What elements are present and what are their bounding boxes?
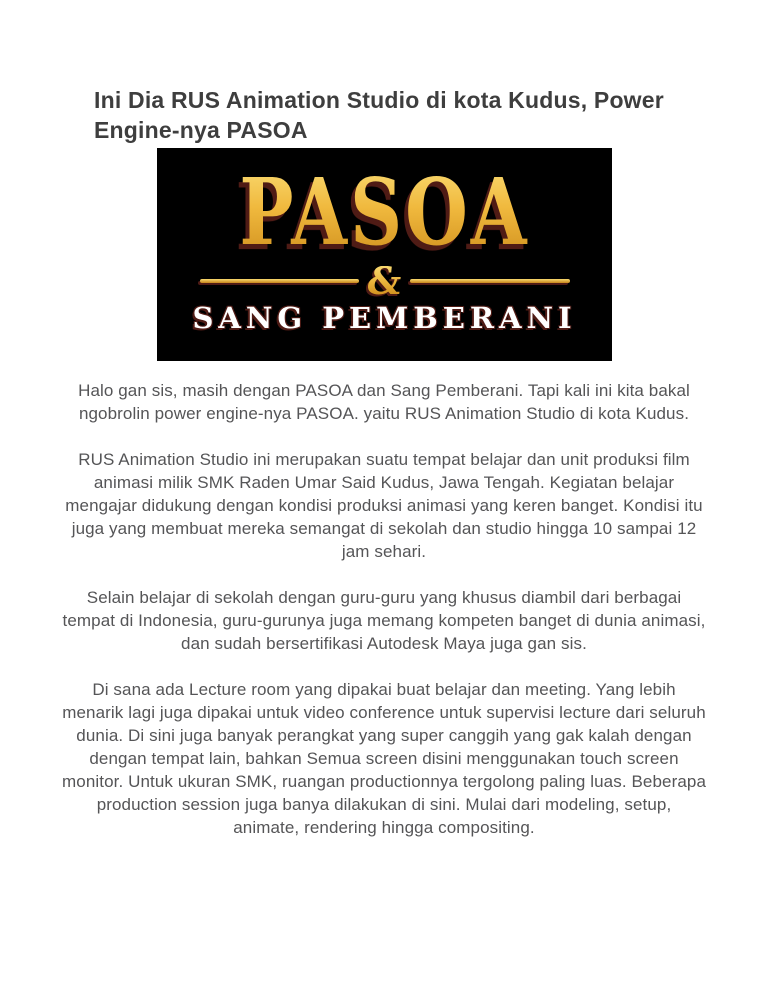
gold-rule-left bbox=[200, 279, 360, 283]
pasoa-logo-image bbox=[157, 148, 612, 361]
ampersand-glyph: & bbox=[358, 266, 411, 296]
gold-rule-right bbox=[410, 279, 570, 283]
article-body bbox=[62, 379, 706, 839]
ampersand-divider bbox=[200, 257, 570, 303]
article-paragraph: Selain belajar di sekolah dengan guru-guru yang khusus diambil dari berbagai tempat di Indonesia, guru-gurunya juga memang kompeten banget di dunia animasi, dan sudah bersertifikasi Autodesk Maya juga gan sis. bbox=[62, 588, 706, 653]
page-title-text: Ini Dia RUS Animation Studio di kota Kudus, Power Engine-nya PASOA bbox=[94, 87, 664, 143]
article-paragraph: Di sana ada Lecture room yang dipakai buat belajar dan meeting. Yang lebih menarik lagi juga dipakai untuk video conference untuk supervisi lecture dari seluruh dunia. Di sini juga banyak perangkat yang super canggih yang gak kalah dengan dengan tempat lain, bahkan Semua screen disini menggunakan touch screen monitor. Untuk ukuran SMK, ruangan productionnya tergolong paling luas. Beberapa production session juga banya dilakukan di sini. Mulai dari modeling, setup, animate, rendering hingga compositing. bbox=[62, 680, 707, 837]
pasoa-logo-wordmark: PASOA bbox=[239, 156, 530, 266]
article-paragraph: RUS Animation Studio ini merupakan suatu tempat belajar dan unit produksi film animasi milik SMK Raden Umar Said Kudus, Jawa Tengah. Kegiatan belajar mengajar didukung dengan kondisi produksi animasi yang keren banget. Kondisi itu juga yang membuat mereka semangat di sekolah dan studio hingga 10 sampai 12 jam sehari. bbox=[65, 450, 703, 561]
article-paragraph: Halo gan sis, masih dengan PASOA dan Sang Pemberani. Tapi kali ini kita bakal ngobrolin power engine-nya PASOA. yaitu RUS Animation Studio di kota Kudus. bbox=[78, 381, 690, 423]
logo-subtitle: SANG PEMBERANI bbox=[192, 300, 577, 335]
page-title bbox=[0, 0, 680, 145]
